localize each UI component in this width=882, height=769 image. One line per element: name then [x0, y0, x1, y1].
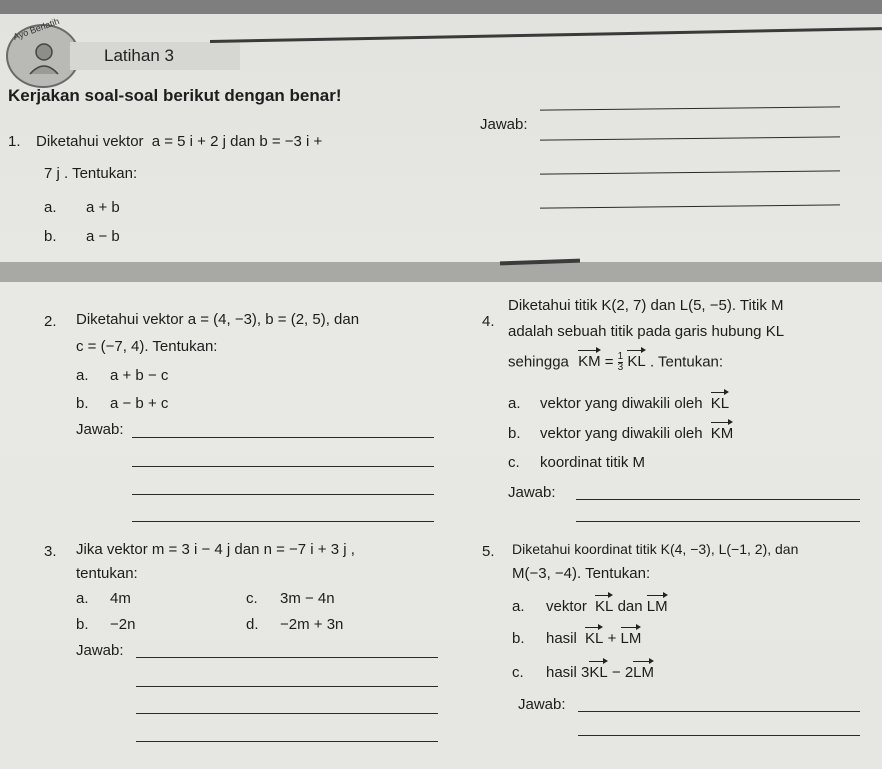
- q3-answer-line-3[interactable]: [136, 713, 438, 714]
- q4-line2: adalah sebuah titik pada garis hubung KL: [508, 323, 785, 340]
- q2-answer-line-4[interactable]: [132, 521, 434, 522]
- q4-a-text: [540, 395, 729, 412]
- q1-a-expr: a + b: [86, 199, 120, 216]
- q4-equals: =: [604, 353, 614, 371]
- q3-a-label: a.: [76, 590, 89, 607]
- q5-line2: M(−3, −4). Tentukan:: [512, 565, 651, 582]
- q5-number: 5.: [482, 543, 495, 560]
- q3-b-label: b.: [76, 616, 89, 633]
- q2-answer-line-3[interactable]: [132, 494, 434, 495]
- q5-a-lm: LM: [646, 598, 668, 615]
- q2-a-expr: a + b − c: [110, 367, 169, 384]
- q5-answer-line-2[interactable]: [578, 735, 860, 736]
- thinking-figure-icon: [24, 40, 64, 76]
- top-shadow: [0, 0, 882, 14]
- q4-tentukan: . Tentukan:: [649, 353, 724, 371]
- q4-sehingga: sehingga: [508, 353, 569, 371]
- q4-answer-line-2[interactable]: [576, 521, 860, 522]
- q3-jawab: Jawab:: [76, 642, 124, 659]
- q1-answer-line-2[interactable]: [540, 136, 840, 140]
- q2-b-label: b.: [76, 395, 89, 412]
- q1-jawab: Jawab:: [480, 116, 528, 133]
- q3-line2: tentukan:: [76, 565, 138, 582]
- q3-answer-line-2[interactable]: [136, 686, 438, 687]
- q1-number: 1.: [8, 133, 21, 150]
- q5-c-kl: KL: [589, 664, 608, 681]
- q3-line1: Jika vektor m = 3 i − 4 j dan n = −7 i + 3 j ,: [76, 541, 355, 558]
- q1-a-label: a.: [44, 199, 57, 216]
- q5-a-desc: vektor: [546, 598, 587, 615]
- q3-number: 3.: [44, 543, 57, 560]
- q2-line2: c = (−7, 4). Tentukan:: [76, 338, 218, 355]
- q3-answer-line-1[interactable]: [136, 657, 438, 658]
- q5-c-lm: LM: [633, 664, 655, 681]
- q5-c-text: [546, 664, 654, 681]
- q5-a-kl: KL: [595, 598, 614, 615]
- q4-b-vector: KM: [710, 425, 734, 442]
- q2-b-expr: a − b + c: [110, 395, 169, 412]
- q2-number: 2.: [44, 313, 57, 330]
- q3-answer-line-4[interactable]: [136, 741, 438, 742]
- q5-b-kl: KL: [585, 630, 604, 647]
- q1-text: [36, 133, 322, 150]
- q2-answer-line-2[interactable]: [132, 466, 434, 467]
- q1-b-label: b.: [44, 228, 57, 245]
- q1-answer-line-3[interactable]: [540, 170, 840, 174]
- q4-jawab: Jawab:: [508, 484, 556, 501]
- q5-c-label: c.: [512, 664, 524, 681]
- q5-b-label: b.: [512, 630, 525, 647]
- q4-number: 4.: [482, 313, 495, 330]
- q4-frac-den: 3: [617, 362, 624, 373]
- badge-label: Ayo Berlatih: [11, 16, 61, 42]
- q1-lead: Diketahui vektor: [36, 133, 144, 150]
- q4-km-vector: KM: [578, 353, 601, 371]
- q5-jawab: Jawab:: [518, 696, 566, 713]
- q4-a-vector: KL: [710, 395, 730, 412]
- q4-a-desc: vektor yang diwakili oleh: [540, 395, 703, 412]
- q2-a-label: a.: [76, 367, 89, 384]
- q5-b-plus: +: [607, 630, 617, 647]
- q2-answer-line-1[interactable]: [132, 437, 434, 438]
- q5-a-text: [546, 598, 668, 615]
- q4-b-desc: vektor yang diwakili oleh: [540, 425, 703, 442]
- q5-c-desc: hasil 3: [546, 664, 590, 681]
- q4-kl-vector: KL: [627, 353, 646, 371]
- q3-d-expr: −2m + 3n: [280, 616, 344, 633]
- q4-b-label: b.: [508, 425, 521, 442]
- q5-a-dan: dan: [617, 598, 643, 615]
- q1-answer-line-1[interactable]: [540, 106, 840, 110]
- q4-c-label: c.: [508, 454, 520, 471]
- q5-b-desc: hasil: [546, 630, 577, 647]
- q3-d-label: d.: [246, 616, 259, 633]
- q5-a-label: a.: [512, 598, 525, 615]
- q4-c-text: koordinat titik M: [540, 454, 646, 471]
- q3-c-expr: 3m − 4n: [280, 590, 335, 607]
- q5-line1: Diketahui koordinat titik K(4, −3), L(−1, 2), dan: [512, 541, 799, 557]
- q3-c-label: c.: [246, 590, 258, 607]
- q4-frac-num: 1: [617, 351, 624, 362]
- q4-answer-line-1[interactable]: [576, 499, 860, 500]
- q4-line3: [508, 352, 723, 373]
- q4-a-label: a.: [508, 395, 521, 412]
- q1-expr: a = 5 i + 2 j dan b = −3 i +: [151, 133, 323, 150]
- q4-b-text: [540, 425, 733, 442]
- q1-answer-line-4[interactable]: [540, 204, 840, 208]
- section-title: Latihan 3: [104, 46, 174, 65]
- q5-b-text: [546, 630, 641, 647]
- q5-answer-line-1[interactable]: [578, 711, 860, 712]
- q3-b-expr: −2n: [110, 616, 136, 633]
- q4-line1: Diketahui titik K(2, 7) dan L(5, −5). Titik M: [508, 297, 784, 314]
- q1-line2: 7 j . Tentukan:: [44, 165, 138, 182]
- q1-b-expr: a − b: [86, 228, 120, 245]
- q2-line1: Diketahui vektor a = (4, −3), b = (2, 5), dan: [76, 311, 360, 328]
- q5-c-minus: − 2: [611, 664, 634, 681]
- q4-fraction: [618, 352, 624, 373]
- q3-a-expr: 4m: [110, 590, 131, 607]
- page-fold-shadow: [0, 262, 882, 282]
- header-rule: [210, 27, 882, 43]
- q5-b-lm: LM: [620, 630, 642, 647]
- instruction-heading: Kerjakan soal-soal berikut dengan benar!: [8, 86, 342, 105]
- q2-jawab: Jawab:: [76, 421, 124, 438]
